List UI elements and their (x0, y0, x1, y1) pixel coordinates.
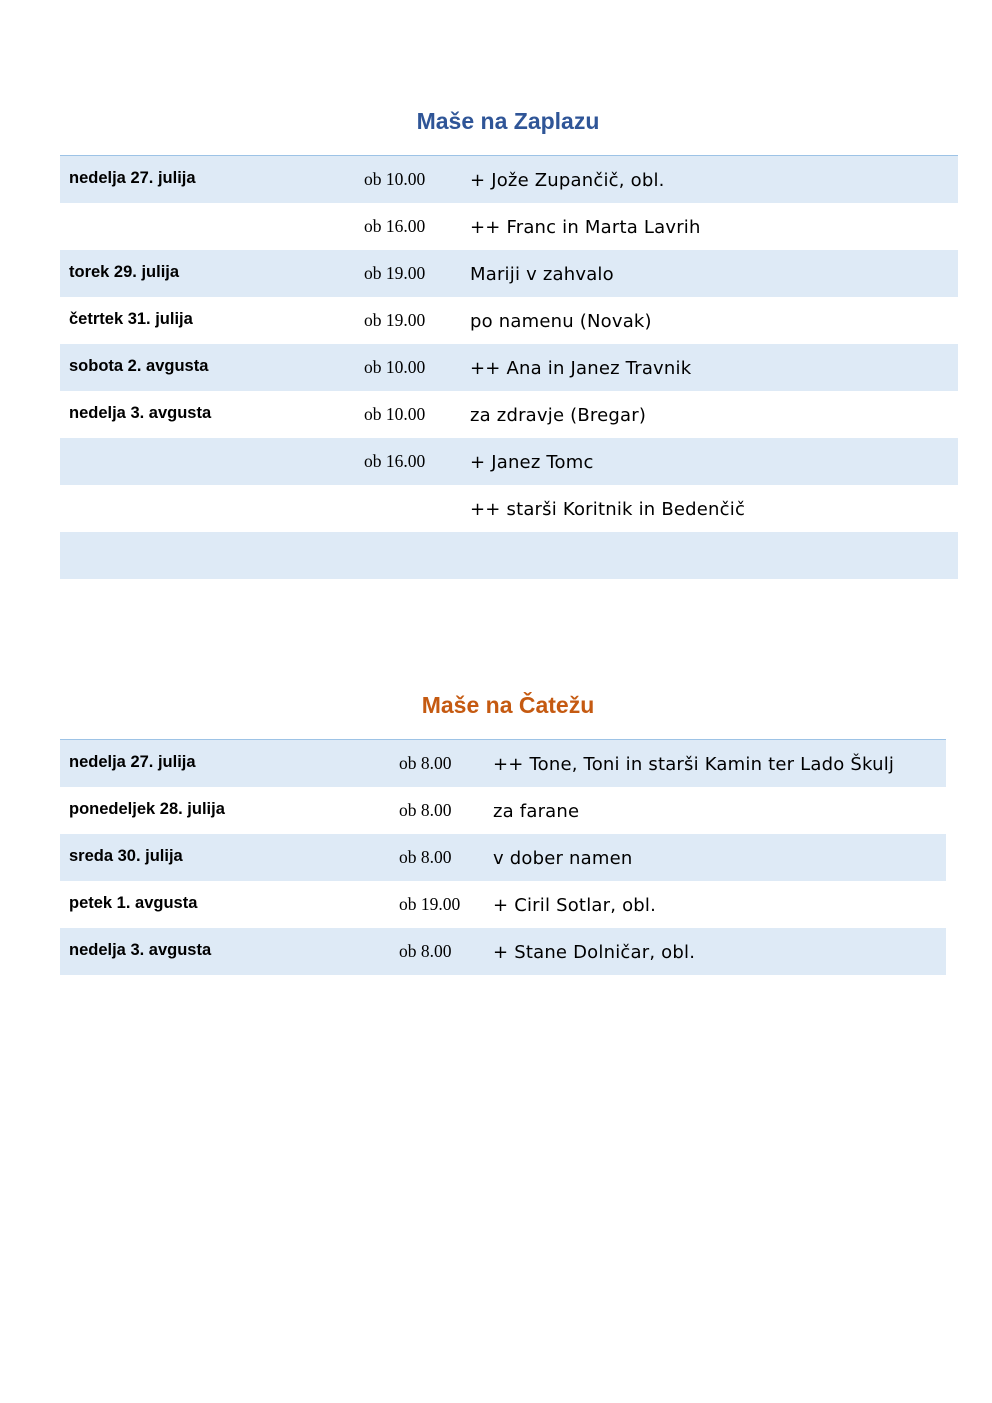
intention-cell: za zdravje (Bregar) (470, 405, 647, 426)
mass-table-zaplaz (60, 155, 958, 579)
mass-table-catez (60, 739, 946, 975)
intention-cell: ++ Franc in Marta Lavrih (470, 217, 701, 238)
day-cell: petek 1. avgusta (69, 894, 198, 912)
table-row (60, 485, 958, 532)
table-row (60, 532, 958, 579)
time-cell: ob 19.00 (399, 894, 461, 914)
table-row (60, 740, 946, 787)
day-cell: četrtek 31. julija (69, 310, 193, 328)
intention-cell: v dober namen (493, 848, 633, 869)
time-cell: ob 19.00 (364, 310, 426, 330)
table-row (60, 391, 958, 438)
day-cell: sobota 2. avgusta (69, 357, 209, 375)
table-row (60, 787, 946, 834)
day-cell: nedelja 27. julija (69, 169, 196, 187)
day-cell: ponedeljek 28. julija (69, 800, 225, 818)
time-cell: ob 19.00 (364, 263, 426, 283)
section-title-catez: Maše na Čatežu (421, 692, 595, 718)
time-cell: ob 16.00 (364, 451, 426, 471)
time-cell: ob 10.00 (364, 169, 426, 189)
time-cell: ob 10.00 (364, 404, 426, 424)
time-cell: ob 8.00 (399, 753, 452, 773)
time-cell: ob 8.00 (399, 941, 452, 961)
table-row (60, 156, 958, 203)
intention-cell: Mariji v zahvalo (470, 264, 614, 285)
intention-cell: po namenu (Novak) (470, 311, 652, 332)
table-row (60, 297, 958, 344)
time-cell: ob 16.00 (364, 216, 426, 236)
table-row (60, 250, 958, 297)
intention-cell: ++ Tone, Toni in starši Kamin ter Lado Škulj (493, 754, 895, 775)
time-cell: ob 8.00 (399, 847, 452, 867)
table-row (60, 203, 958, 250)
table-row (60, 834, 946, 881)
intention-cell: + Stane Dolničar, obl. (493, 942, 696, 963)
table-row (60, 881, 946, 928)
day-cell: nedelja 3. avgusta (69, 941, 212, 959)
day-cell: nedelja 3. avgusta (69, 404, 212, 422)
intention-cell: za farane (493, 801, 580, 822)
intention-cell: + Ciril Sotlar, obl. (493, 895, 657, 916)
intention-cell: ++ Ana in Janez Travnik (470, 358, 692, 379)
intention-cell: + Jože Zupančič, obl. (470, 170, 665, 191)
section-title-zaplaz: Maše na Zaplazu (416, 108, 600, 134)
time-cell: ob 8.00 (399, 800, 452, 820)
intention-cell: ++ starši Koritnik in Bedenčič (470, 499, 746, 520)
table-row (60, 928, 946, 975)
day-cell: nedelja 27. julija (69, 753, 196, 771)
table-row (60, 438, 958, 485)
table-row (60, 344, 958, 391)
day-cell: torek 29. julija (69, 263, 180, 281)
time-cell: ob 10.00 (364, 357, 426, 377)
day-cell: sreda 30. julija (69, 847, 183, 865)
intention-cell: + Janez Tomc (470, 452, 594, 473)
